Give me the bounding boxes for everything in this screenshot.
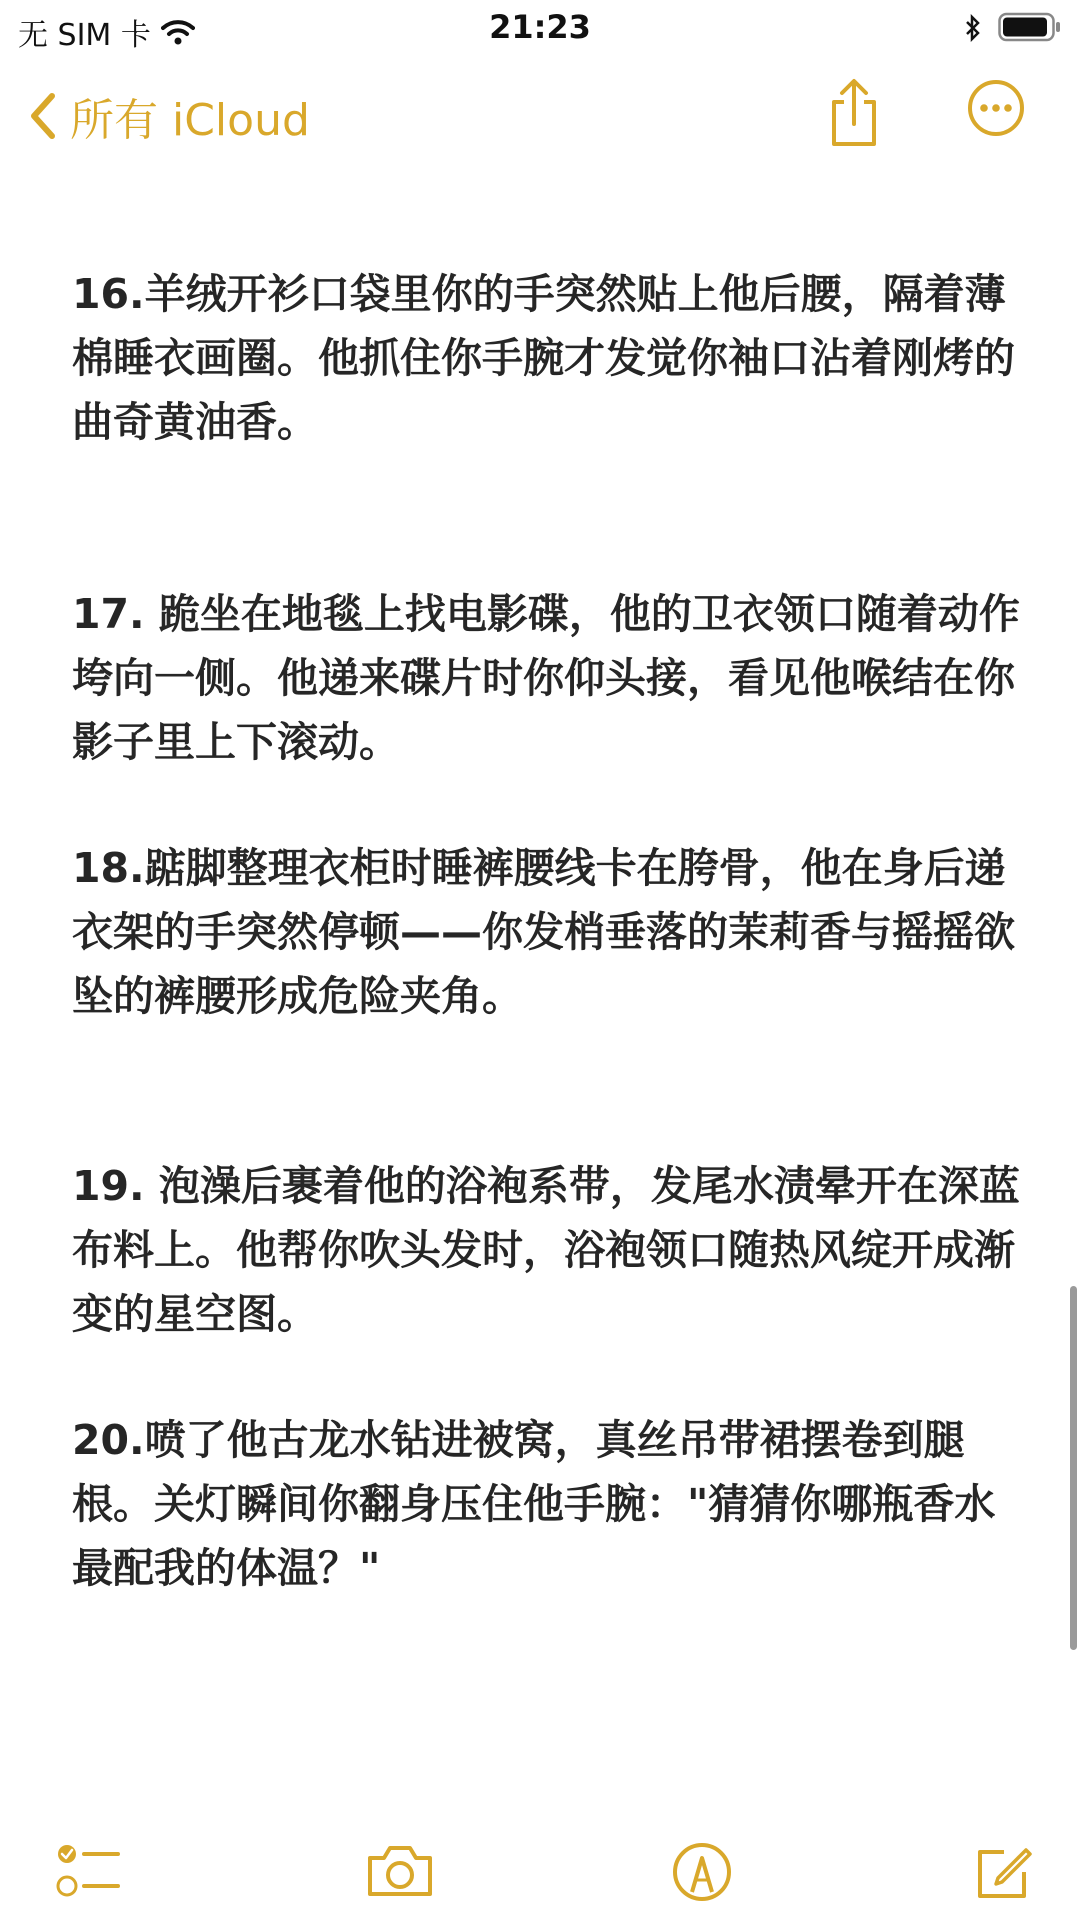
back-label: 所有 iCloud <box>70 95 310 146</box>
camera-button[interactable] <box>364 1842 436 1904</box>
note-paragraph-16: 16.羊绒开衫口袋里你的手突然贴上他后腰，隔着薄棉睡衣画圈。他抓住你手腕才发觉你袖口沾着刚烤的曲奇黄油香。 <box>72 270 1015 446</box>
share-button[interactable] <box>826 76 882 154</box>
back-button[interactable] <box>28 84 310 148</box>
bluetooth-icon <box>964 14 982 42</box>
chevron-left-icon <box>28 90 58 142</box>
status-time: 21:23 <box>489 8 591 46</box>
camera-icon <box>364 1842 436 1900</box>
note-paragraph-18: 18.踮脚整理衣柜时睡裤腰线卡在胯骨，他在身后递衣架的手突然停顿——你发梢垂落的茉莉香与摇摇欲坠的裤腰形成危险夹角。 <box>72 844 1015 1020</box>
carrier-label: 无 SIM 卡 <box>18 18 151 53</box>
note-paragraph-17: 17. 跪坐在地毯上找电影碟，他的卫衣领口随着动作垮向一侧。他递来碟片时你仰头接，看见他喉结在你影子里上下滚动。 <box>72 590 1020 766</box>
markup-icon <box>672 1842 732 1902</box>
more-icon <box>966 78 1026 138</box>
note-paragraph-19: 19. 泡澡后裹着他的浴袍系带，发尾水渍晕开在深蓝布料上。他帮你吹头发时，浴袍领口随热风绽开成渐变的星空图。 <box>72 1162 1020 1338</box>
checklist-icon <box>56 1842 124 1900</box>
compose-icon <box>974 1842 1034 1902</box>
nav-bar <box>0 70 1080 160</box>
status-bar <box>0 0 1080 56</box>
markup-button[interactable] <box>672 1842 732 1906</box>
note-paragraph-20: 20.喷了他古龙水钻进被窝，真丝吊带裙摆卷到腿根。关灯瞬间你翻身压住他手腕："猜猜你哪瓶香水最配我的体温？" <box>72 1416 996 1592</box>
checklist-button[interactable] <box>56 1842 124 1904</box>
bottom-toolbar <box>0 1820 1080 1920</box>
scrollbar[interactable] <box>1070 1286 1077 1650</box>
share-icon <box>826 76 882 150</box>
more-button[interactable] <box>966 78 1026 142</box>
compose-button[interactable] <box>974 1842 1034 1906</box>
battery-icon <box>998 12 1062 42</box>
